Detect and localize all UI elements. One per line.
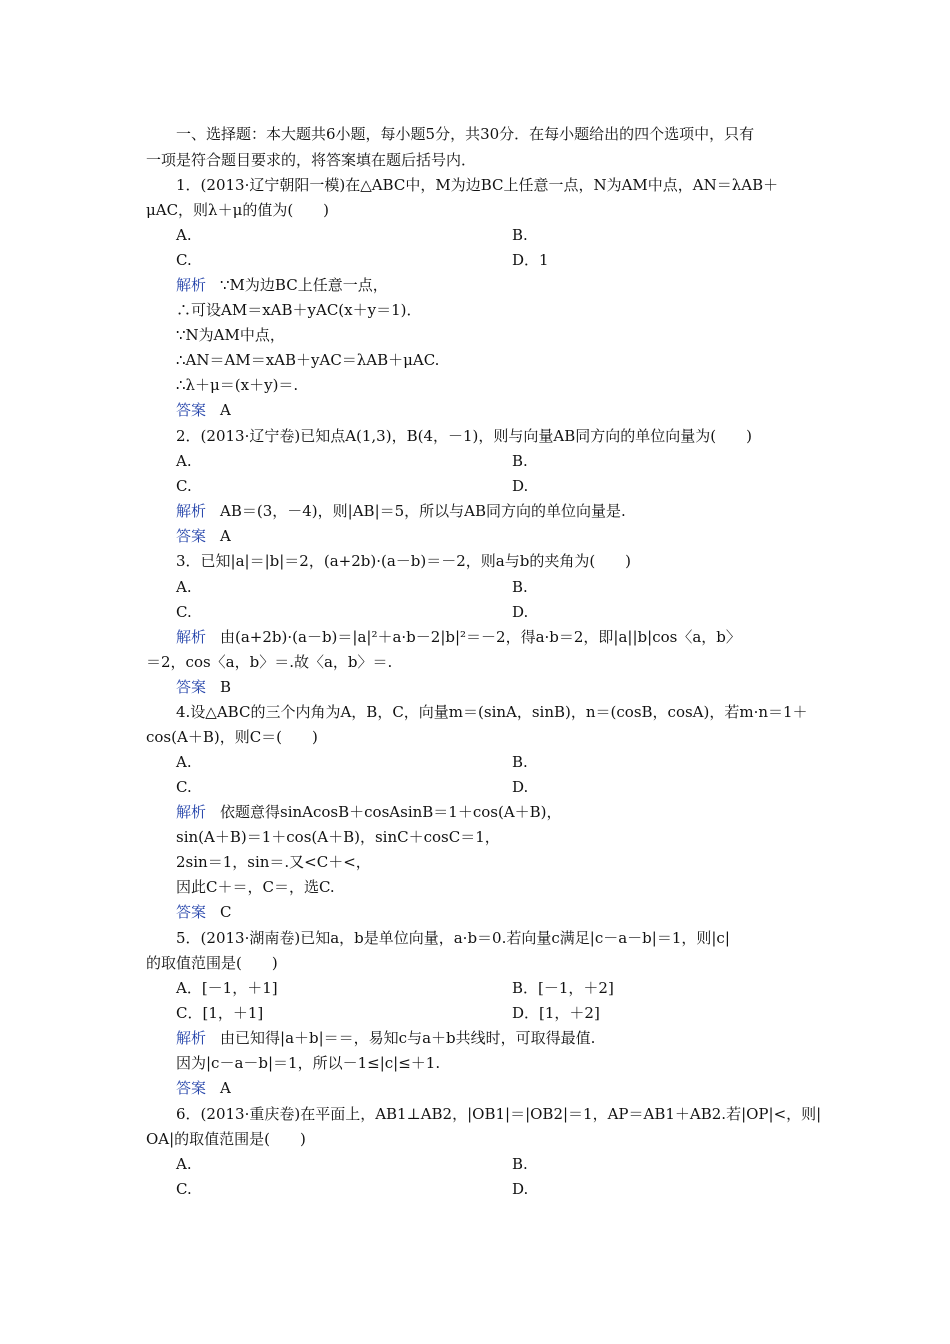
q1-solution-1 — [176, 275, 388, 295]
answer-label: 答案 — [176, 401, 207, 419]
q2-answer-value: A — [220, 527, 231, 545]
q3-option-a: A. — [176, 578, 192, 596]
q1-option-a: A. — [176, 226, 192, 244]
q5-option-a: A．[－1，＋1] — [176, 979, 278, 997]
q5-answer — [176, 1078, 231, 1098]
q3-option-d: D. — [512, 603, 529, 621]
q5-solution-2: 因为|c－a－b|＝1，所以－1≤|c|≤＋1. — [176, 1054, 441, 1072]
q5-option-c: C．[1，＋1] — [176, 1004, 264, 1022]
q2-option-a: A. — [176, 452, 192, 470]
q1-option-b: B. — [512, 226, 528, 244]
q6-option-c: C. — [176, 1180, 192, 1198]
q4-option-a: A. — [176, 753, 192, 771]
q2-answer — [176, 526, 231, 546]
q5-option-d: D．[1，＋2] — [512, 1004, 600, 1022]
answer-label: 答案 — [176, 527, 207, 545]
q6-option-b: B. — [512, 1155, 528, 1173]
answer-label: 答案 — [176, 1079, 207, 1097]
q2-solution-text-1: AB＝(3，－4)，则|AB|＝5，所以与AB同方向的单位向量是. — [220, 502, 626, 520]
q1-answer — [176, 400, 231, 420]
q4-solution-1 — [176, 802, 562, 822]
q1-solution-5: ∴λ＋μ＝(x＋y)＝. — [176, 376, 299, 394]
q3-answer — [176, 677, 231, 697]
q1-solution-4: ∴AN＝AM＝xAB＋yAC＝λAB＋μAC. — [176, 351, 440, 369]
q5-answer-value: A — [220, 1079, 231, 1097]
q3-option-b: B. — [512, 578, 528, 596]
q5-solution-text-1: 由已知得|a＋b|＝＝，易知c与a＋b共线时，可取得最值. — [220, 1029, 596, 1047]
q4-option-d: D. — [512, 778, 529, 796]
q3-solution-2: ＝2，cos〈a，b〉＝.故〈a，b〉＝. — [146, 653, 393, 671]
q4-line-1: 4.设△ABC的三个内角为A，B，C，向量m＝(sinA，sinB)，n＝(cosB，cosA)，若m·n＝1＋ — [176, 703, 808, 721]
q4-line-2: cos(A＋B)，则C＝( ) — [146, 728, 318, 746]
q6-line-1: 6．(2013·重庆卷)在平面上，AB1⊥AB2，|OB1|＝|OB2|＝1，AP＝AB1＋AB2.若|OP|<，则| — [176, 1105, 822, 1123]
q4-solution-3: 2sin＝1，sin＝.又<C＋<， — [176, 853, 371, 871]
q6-option-d: D. — [512, 1180, 529, 1198]
q1-option-c: C. — [176, 251, 192, 269]
intro-line-1: 一、选择题：本大题共6小题，每小题5分，共30分．在每小题给出的四个选项中，只有 — [176, 125, 755, 143]
analysis-label: 解析 — [176, 1029, 207, 1047]
analysis-label: 解析 — [176, 628, 207, 646]
q3-solution-1 — [176, 627, 741, 647]
analysis-label: 解析 — [176, 502, 207, 520]
q5-line-2: 的取值范围是( ) — [146, 954, 278, 972]
analysis-label: 解析 — [176, 803, 207, 821]
q2-option-d: D. — [512, 477, 529, 495]
q4-solution-2: sin(A＋B)＝1＋cos(A＋B)，sinC＋cosC＝1， — [176, 828, 500, 846]
q4-option-b: B. — [512, 753, 528, 771]
q2-option-c: C. — [176, 477, 192, 495]
q3-solution-text-1: 由(a+2b)·(a－b)＝|a|²＋a·b－2|b|²＝－2，得a·b＝2，即|a||b|cos〈a，b〉 — [220, 628, 741, 646]
q1-solution-2: ∴可设AM＝xAB＋yAC(x＋y＝1)． — [176, 301, 422, 319]
q1-option-d: D．1 — [512, 251, 549, 269]
q3-option-c: C. — [176, 603, 192, 621]
q6-line-2: OA|的取值范围是( ) — [146, 1130, 306, 1148]
q2-option-b: B. — [512, 452, 528, 470]
q6-option-a: A. — [176, 1155, 192, 1173]
q1-line-2: μAC，则λ＋μ的值为( ) — [146, 201, 330, 219]
q5-line-1: 5．(2013·湖南卷)已知a，b是单位向量，a·b＝0.若向量c满足|c－a－b|＝1，则|c| — [176, 929, 730, 947]
q3-answer-value: B — [220, 678, 232, 696]
q4-solution-4: 因此C＋＝，C＝，选C. — [176, 878, 335, 896]
q5-option-b: B．[－1，＋2] — [512, 979, 614, 997]
q1-solution-3: ∵N为AM中点， — [176, 326, 285, 344]
q1-line-1: 1．(2013·辽宁朝阳一模)在△ABC中，M为边BC上任意一点，N为AM中点，AN＝λAB＋ — [176, 176, 779, 194]
q2-line-1: 2．(2013·辽宁卷)已知点A(1,3)，B(4，－1)，则与向量AB同方向的单位向量为( ) — [176, 427, 752, 445]
q3-line-1: 3．已知|a|＝|b|＝2，(a+2b)·(a－b)＝－2，则a与b的夹角为( ) — [176, 552, 632, 570]
q1-solution-text-1: ∵M为边BC上任意一点， — [220, 276, 388, 294]
answer-label: 答案 — [176, 903, 207, 921]
answer-label: 答案 — [176, 678, 207, 696]
analysis-label: 解析 — [176, 276, 207, 294]
q1-answer-value: A — [220, 401, 231, 419]
q4-option-c: C. — [176, 778, 192, 796]
q2-solution-1 — [176, 501, 626, 521]
q5-solution-1 — [176, 1028, 595, 1048]
q4-answer — [176, 902, 232, 922]
q4-answer-value: C — [220, 903, 232, 921]
q4-solution-text-1: 依题意得sinAcosB＋cosAsinB＝1＋cos(A＋B)， — [220, 803, 562, 821]
intro-line-2: 一项是符合题目要求的，将答案填在题后括号内． — [146, 151, 477, 169]
